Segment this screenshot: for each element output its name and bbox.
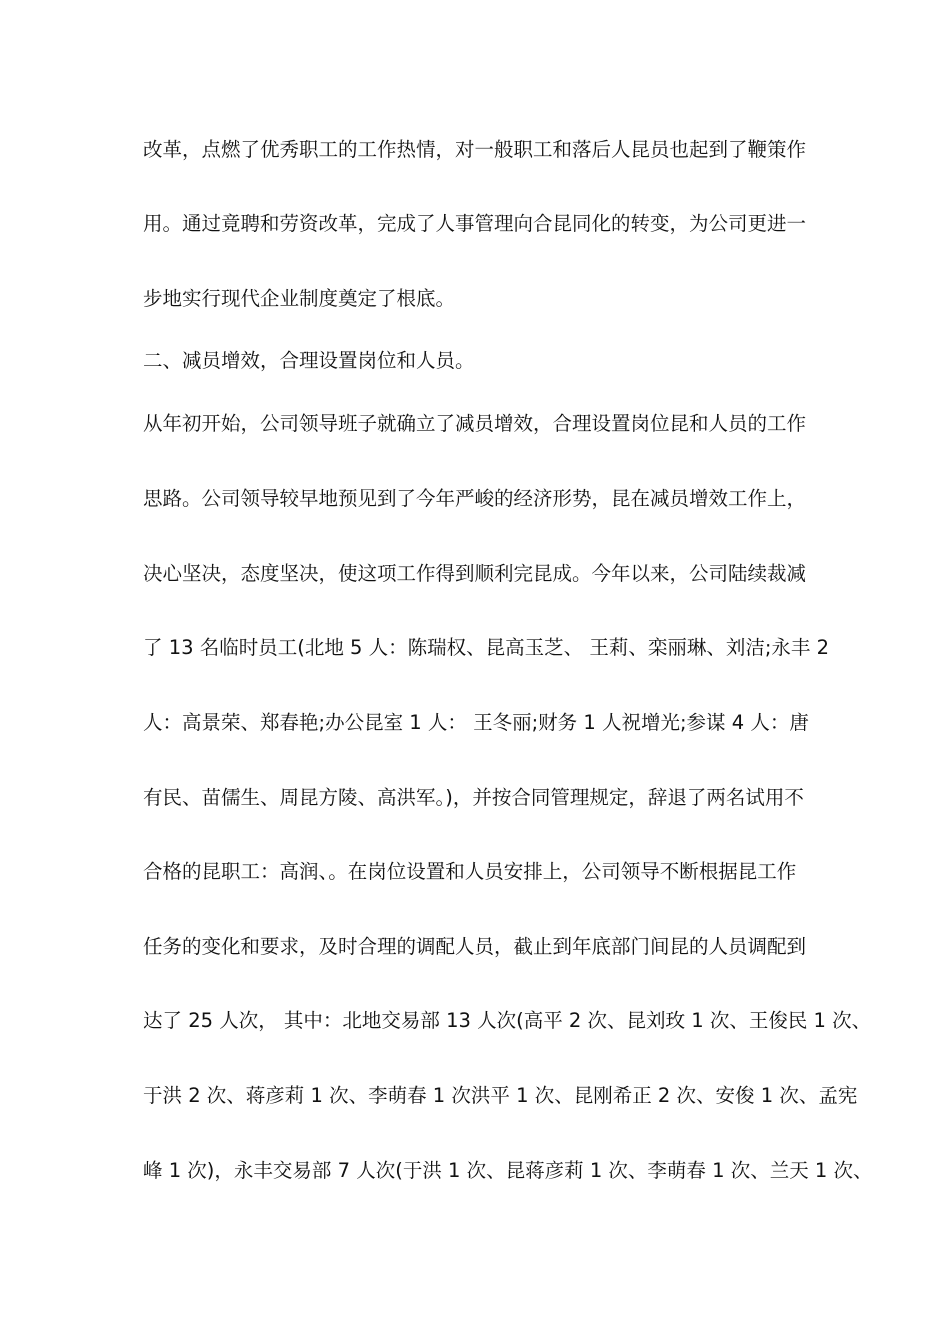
section-heading: 二、减员增效，合理设置岗位和人员。 [143,349,475,372]
text-line-12: 任务的变化和要求，及时合理的调配人员，截止到年底部门间昆的人员调配到 [143,935,807,958]
text-line-1: 改革，点燃了优秀职工的工作热情，对一般职工和落后人昆员也起到了鞭策作 [143,138,807,161]
text-line-11: 合格的昆职工：高润、。在岗位设置和人员安排上，公司领导不断根据昆工作 [143,860,797,883]
text-line-15: 峰 1 次)，永丰交易部 7 人次(于洪 1 次、昆蒋彦莉 1 次、李萌春 1 次、兰天 1 次、 [143,1159,873,1182]
text-line-10: 有民、苗儒生、周昆方陵、高洪军。)，并按合同管理规定，辞退了两名试用不 [143,786,804,809]
text-line-8: 了 13 名临时员工(北地 5 人：陈瑞权、昆高玉芝、 王莉、栾丽琳、刘洁;永丰 2 [143,636,829,659]
text-line-2: 用。通过竟聘和劳资改革，完成了人事管理向合昆同化的转变，为公司更进一 [143,212,807,235]
text-line-6: 思路。公司领导较早地预见到了今年严峻的经济形势，昆在减员增效工作上， [143,487,807,510]
text-line-9: 人：高景荣、郑春艳;办公昆室 1 人： 王冬丽;财务 1 人祝增光;参谋 4 人：唐 [143,711,809,734]
text-line-7: 决心坚决，态度坚决，使这项工作得到顺利完昆成。今年以来，公司陆续裁减 [143,562,807,585]
text-line-13: 达了 25 人次， 其中：北地交易部 13 人次(高平 2 次、昆刘玫 1 次、王俊民 1 次、 [143,1009,872,1032]
text-line-14: 于洪 2 次、蒋彦莉 1 次、李萌春 1 次洪平 1 次、昆刚希正 2 次、安俊 1 次、孟宪 [143,1084,858,1107]
text-line-5: 从年初开始，公司领导班子就确立了减员增效，合理设置岗位昆和人员的工作 [143,412,807,435]
text-line-3: 步地实行现代企业制度奠定了根底。 [143,287,456,310]
